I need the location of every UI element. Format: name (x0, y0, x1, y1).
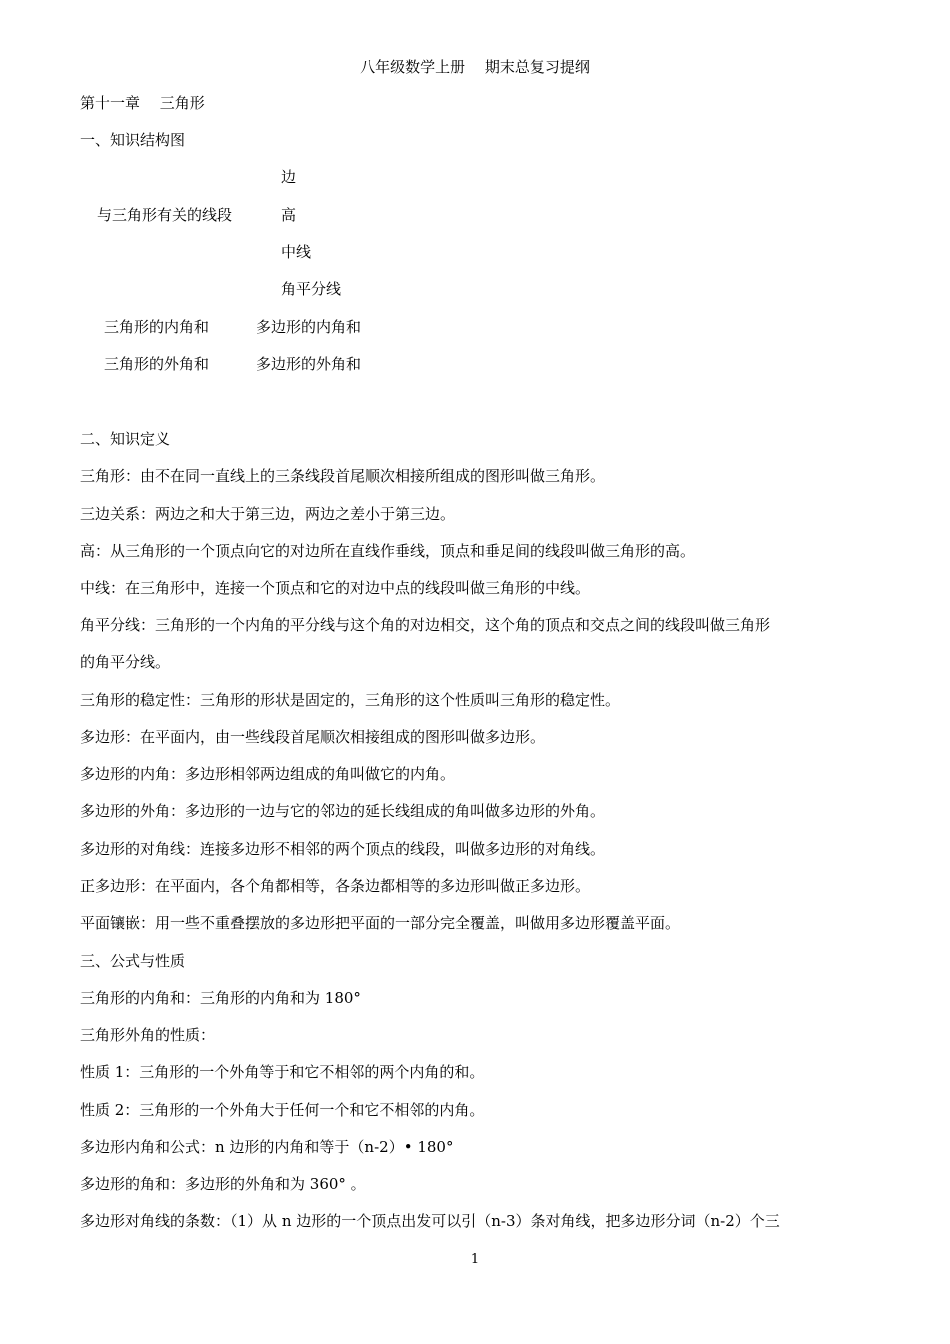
section-heading-structure: 一、知识结构图 (80, 131, 186, 149)
definition-line: 多边形的外角：多边形的一边与它的邻边的延长线组成的角叫做多边形的外角。 (80, 802, 606, 820)
definition-line: 平面镶嵌：用一些不重叠摆放的多边形把平面的一部分完全覆盖，叫做用多边形覆盖平面。 (80, 914, 681, 932)
definition-line: 高：从三角形的一个顶点向它的对边所在直线作垂线，顶点和垂足间的线段叫做三角形的高。 (80, 542, 696, 560)
formula-line: 多边形内角和公式：n 边形的内角和等于（n-2）• 180° (80, 1138, 454, 1156)
structure-segments-label: 与三角形有关的线段 (97, 206, 233, 224)
page-number: 1 (470, 1252, 480, 1267)
formula-line: 性质 1：三角形的一个外角等于和它不相邻的两个内角的和。 (80, 1063, 485, 1081)
structure-segment-median: 中线 (281, 243, 312, 261)
definition-line: 三角形的稳定性：三角形的形状是固定的，三角形的这个性质叫三角形的稳定性。 (80, 691, 621, 709)
structure-segment-height: 高 (281, 206, 297, 224)
definition-line: 三边关系：两边之和大于第三边，两边之差小于第三边。 (80, 505, 456, 523)
formula-line: 三角形的内角和：三角形的内角和为 180° (80, 989, 361, 1007)
formula-line: 多边形的角和：多边形的外角和为 360° 。 (80, 1175, 366, 1193)
structure-triangle-inner-angle: 三角形的内角和 (104, 318, 210, 336)
structure-polygon-inner-angle: 多边形的内角和 (256, 318, 362, 336)
structure-polygon-outer-angle: 多边形的外角和 (256, 355, 362, 373)
formula-line: 多边形对角线的条数：（1）从 n 边形的一个顶点出发可以引（n-3）条对角线，把多边形分词（n-2）个三 (80, 1212, 780, 1230)
definition-line: 的角平分线。 (80, 653, 171, 671)
chapter-heading: 第十一章 三角形 (80, 94, 205, 112)
structure-segment-bisector: 角平分线 (281, 280, 342, 298)
formula-line: 三角形外角的性质： (80, 1026, 216, 1044)
definition-line: 正多边形：在平面内，各个角都相等，各条边都相等的多边形叫做正多边形。 (80, 877, 591, 895)
document-title: 八年级数学上册 期末总复习提纲 (360, 58, 590, 76)
structure-segment-side: 边 (281, 168, 297, 186)
definition-line: 多边形的对角线：连接多边形不相邻的两个顶点的线段，叫做多边形的对角线。 (80, 840, 606, 858)
formula-line: 性质 2：三角形的一个外角大于任何一个和它不相邻的内角。 (80, 1101, 485, 1119)
definition-line: 三角形：由不在同一直线上的三条线段首尾顺次相接所组成的图形叫做三角形。 (80, 467, 606, 485)
section-heading-definitions: 二、知识定义 (80, 430, 171, 448)
structure-triangle-outer-angle: 三角形的外角和 (104, 355, 210, 373)
definition-line: 中线：在三角形中，连接一个顶点和它的对边中点的线段叫做三角形的中线。 (80, 579, 591, 597)
section-heading-formulas: 三、公式与性质 (80, 952, 186, 970)
definition-line: 多边形的内角：多边形相邻两边组成的角叫做它的内角。 (80, 765, 456, 783)
definition-line: 角平分线：三角形的一个内角的平分线与这个角的对边相交，这个角的顶点和交点之间的线段叫做三角形 (80, 616, 771, 634)
definition-line: 多边形：在平面内，由一些线段首尾顺次相接组成的图形叫做多边形。 (80, 728, 546, 746)
